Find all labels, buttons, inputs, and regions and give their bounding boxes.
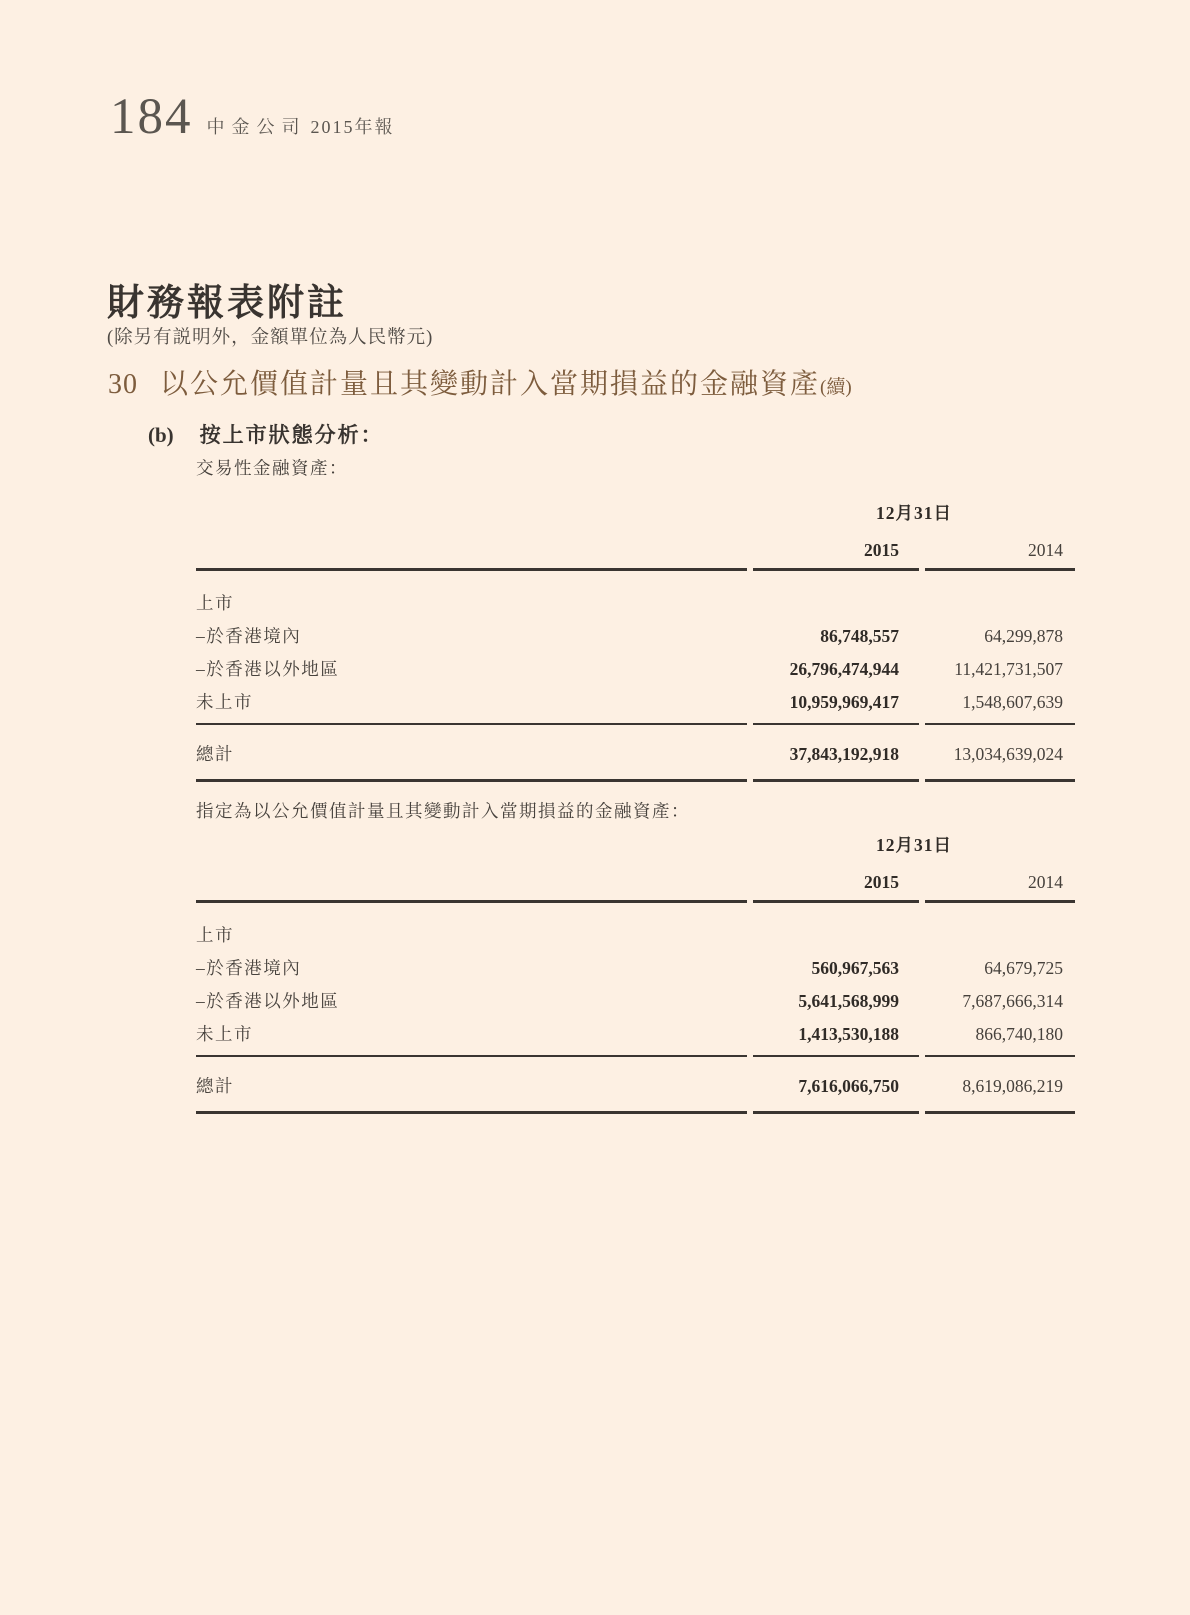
value-2015: 10,959,969,417 xyxy=(789,692,899,712)
value-2014: 866,740,180 xyxy=(975,1024,1063,1044)
table1-mid-rule xyxy=(196,723,1075,725)
table2-total-row xyxy=(196,1071,1075,1101)
rule-segment xyxy=(196,723,747,725)
row-label: 未上市 xyxy=(196,1024,253,1044)
table-row xyxy=(196,653,1075,686)
rule-segment xyxy=(753,779,919,782)
row-label: 未上市 xyxy=(196,692,253,712)
row-label: –於香港境內 xyxy=(196,958,302,978)
value-2014: 7,687,666,314 xyxy=(962,991,1063,1011)
table-row xyxy=(196,952,1075,985)
rule-segment xyxy=(196,568,747,571)
section-continuation: (續) xyxy=(820,377,852,398)
total-label: 總計 xyxy=(196,1076,234,1096)
value-2014: 11,421,731,507 xyxy=(954,659,1063,679)
table-row xyxy=(196,686,1075,719)
row-label: –於香港境內 xyxy=(196,626,302,646)
table2-mid-rule xyxy=(196,1055,1075,1057)
value-2014 xyxy=(925,919,1075,952)
table1-intro: 交易性金融資產： xyxy=(196,458,348,478)
table2-body xyxy=(196,919,1075,1051)
section-number: 30 xyxy=(108,369,138,400)
rule-segment xyxy=(753,1055,919,1057)
total-label: 總計 xyxy=(196,744,234,764)
rule-segment xyxy=(925,1055,1075,1057)
row-label: 上市 xyxy=(196,593,234,613)
rule-segment xyxy=(196,1055,747,1057)
report-year: 2015年報 xyxy=(310,117,395,137)
spacer xyxy=(196,832,747,864)
table-row xyxy=(196,587,1075,620)
table2-date-header-row xyxy=(196,832,1075,864)
subsection-label: (b) xyxy=(148,423,174,447)
table2-intro: 指定為以公允價值計量且其變動計入當期損益的金融資產： xyxy=(196,801,690,821)
page-number: 184 xyxy=(110,89,193,145)
rule-segment xyxy=(753,900,919,903)
section-heading xyxy=(108,362,852,402)
designated-fvtpl-assets-table xyxy=(196,832,1075,1114)
rule-segment xyxy=(753,723,919,725)
table2-year-header-row xyxy=(196,864,1075,900)
table-row xyxy=(196,919,1075,952)
table1-date-header: 12月31日 xyxy=(876,503,952,523)
table1-col-2014: 2014 xyxy=(1028,540,1063,560)
table1-body xyxy=(196,587,1075,719)
table2-col-2015: 2015 xyxy=(864,872,899,892)
value-2015: 1,413,530,188 xyxy=(798,1024,899,1044)
rule-segment xyxy=(196,779,747,782)
value-2015 xyxy=(753,587,919,620)
value-2015: 86,748,557 xyxy=(820,626,899,646)
section-title: 以公允價值計量且其變動計入當期損益的金融資產 xyxy=(160,369,821,400)
total-2015: 7,616,066,750 xyxy=(798,1076,899,1096)
value-2015 xyxy=(753,919,919,952)
table1-top-rule xyxy=(196,568,1075,571)
total-2014: 13,034,639,024 xyxy=(953,744,1063,764)
rule-segment xyxy=(753,1111,919,1114)
table2-top-rule xyxy=(196,900,1075,903)
rule-segment xyxy=(925,779,1075,782)
table-row xyxy=(196,620,1075,653)
table-row xyxy=(196,985,1075,1018)
value-2015: 560,967,563 xyxy=(811,958,899,978)
subsection-title: 按上市狀態分析： xyxy=(199,423,384,447)
table1-year-header-row xyxy=(196,532,1075,568)
table-row xyxy=(196,1018,1075,1051)
row-label: –於香港以外地區 xyxy=(196,991,340,1011)
spacer xyxy=(196,864,747,900)
rule-segment xyxy=(925,568,1075,571)
spacer xyxy=(196,500,747,532)
company-name: 中金公司 xyxy=(206,117,307,137)
table1-col-2015: 2015 xyxy=(864,540,899,560)
value-2015: 5,641,568,999 xyxy=(798,991,899,1011)
value-2014: 64,679,725 xyxy=(984,958,1063,978)
value-2014: 1,548,607,639 xyxy=(962,692,1063,712)
subsection-heading xyxy=(148,419,384,449)
trading-assets-table xyxy=(196,500,1075,782)
table1-total-row xyxy=(196,739,1075,769)
row-label: 上市 xyxy=(196,925,234,945)
table2-col-2014: 2014 xyxy=(1028,872,1063,892)
rule-segment xyxy=(925,1111,1075,1114)
rule-segment xyxy=(925,900,1075,903)
table1-bottom-rule xyxy=(196,779,1075,782)
rule-segment xyxy=(925,723,1075,725)
spacer xyxy=(196,532,747,568)
value-2014 xyxy=(925,587,1075,620)
table2-date-header: 12月31日 xyxy=(876,835,952,855)
doc-subtitle: (除另有説明外，金額單位為人民幣元) xyxy=(107,328,434,348)
table2-bottom-rule xyxy=(196,1111,1075,1114)
total-2015: 37,843,192,918 xyxy=(789,744,899,764)
table1-date-header-row xyxy=(196,500,1075,532)
total-2014: 8,619,086,219 xyxy=(962,1076,1063,1096)
page-header xyxy=(110,89,395,145)
row-label: –於香港以外地區 xyxy=(196,659,340,679)
value-2014: 64,299,878 xyxy=(984,626,1063,646)
rule-segment xyxy=(196,900,747,903)
doc-title: 財務報表附註 xyxy=(107,283,347,324)
rule-segment xyxy=(753,568,919,571)
rule-segment xyxy=(196,1111,747,1114)
value-2015: 26,796,474,944 xyxy=(789,659,899,679)
